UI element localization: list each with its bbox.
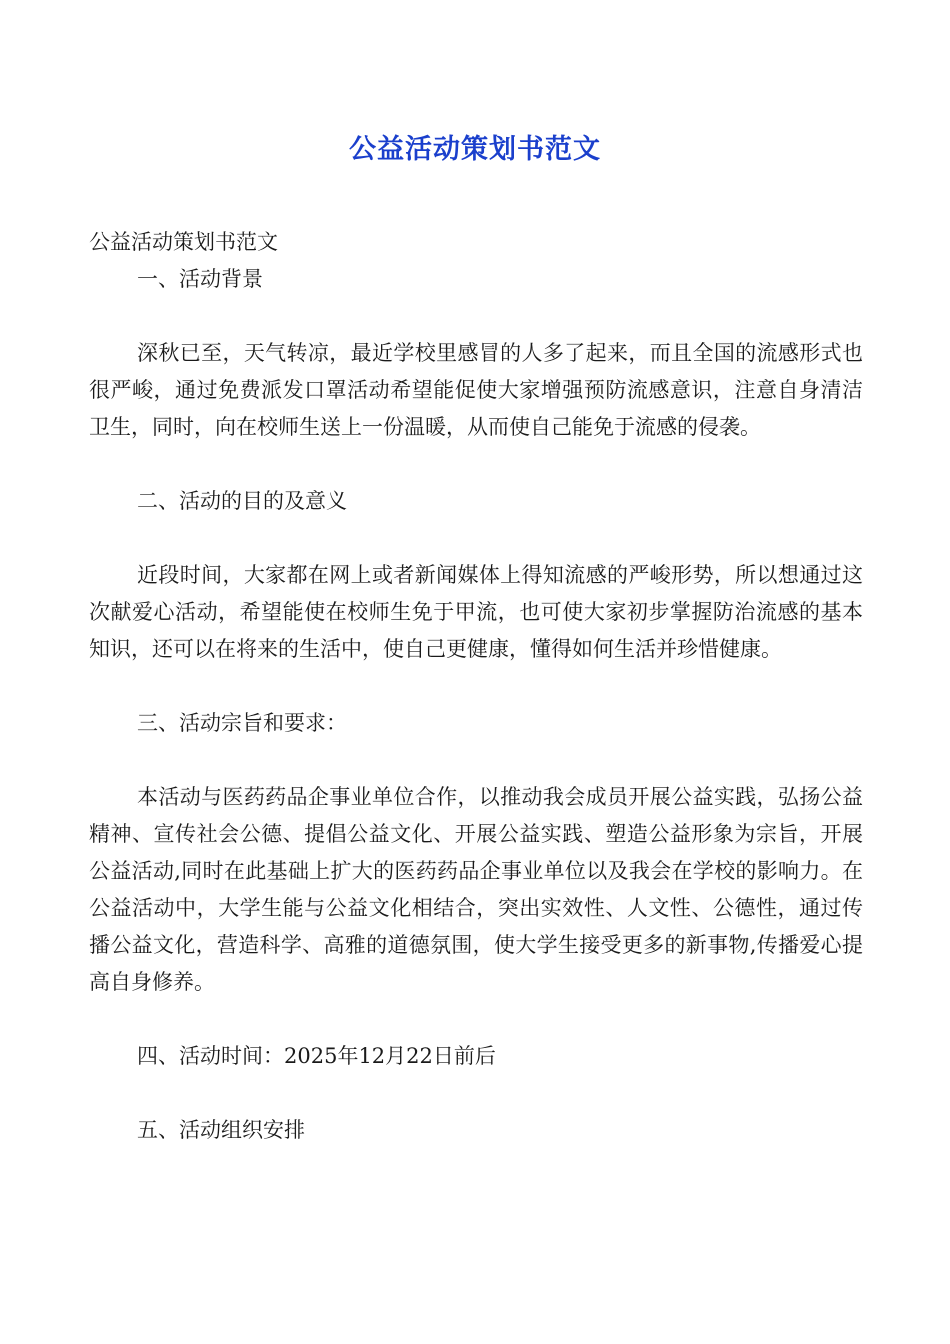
section-heading-time: 四、活动时间：2025年12月22日前后 [137,1044,496,1068]
section-heading-purpose: 二、活动的目的及意义 [137,489,347,513]
document-subtitle: 公益活动策划书范文 [89,230,278,254]
section-heading-organization: 五、活动组织安排 [137,1118,305,1142]
section-paragraph-purpose: 近段时间，大家都在网上或者新闻媒体上得知流感的严峻形势，所以想通过这次献爱心活动，希望能使在校师生免于甲流，也可使大家初步掌握防治流感的基本知识，还可以在将来的生活中，使自己更健康，懂得如何生活并珍惜健康。 [89,563,863,661]
section-paragraph-principles: 本活动与医药药品企事业单位合作，以推动我会成员开展公益实践，弘扬公益精神、宣传社会公德、提倡公益文化、开展公益实践、塑造公益形象为宗旨，开展公益活动,同时在此基础上扩大的医药药品企事业单位以及我会在学校的影响力。在公益活动中，大学生能与公益文化相结合，突出实效性、人文性、公德性，通过传播公益文化，营造科学、高雅的道德氛围，使大学生接受更多的新事物,传播爱心提高自身修养。 [89,785,863,994]
section-heading-background: 一、活动背景 [137,267,263,291]
section-paragraph-background: 深秋已至，天气转凉，最近学校里感冒的人多了起来，而且全国的流感形式也很严峻，通过免费派发口罩活动希望能促使大家增强预防流感意识，注意自身清洁卫生，同时，向在校师生送上一份温暖，从而使自己能免于流感的侵袭。 [89,341,863,439]
document-body [89,224,863,1149]
document-title: 公益活动策划书范文 [349,134,601,165]
section-heading-principles: 三、活动宗旨和要求： [137,711,347,735]
